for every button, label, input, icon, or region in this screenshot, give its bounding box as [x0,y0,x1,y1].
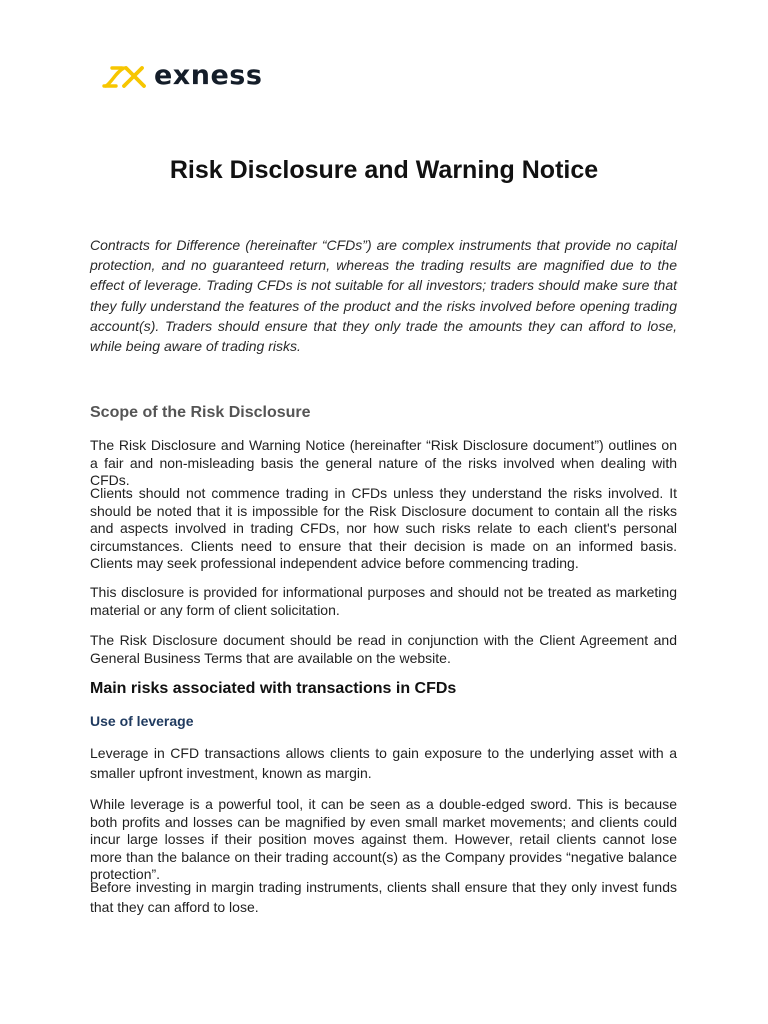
logo-wordmark: exness [154,60,263,91]
scope-heading: Scope of the Risk Disclosure [90,404,311,421]
intro-paragraph: Contracts for Difference (hereinafter “CFDs”) are complex instruments that provide no capital protection, and no guaranteed return, whereas the trading results are magnified due to the effect of leverage. Trading CFDs is not suitable for all investors; traders should make sure that they fully understand the features of the product and the risks involved before opening trading account(s). Traders should ensure that they only trade the amounts they can afford to lose, while being aware of trading risks. [90,237,677,355]
leverage-paragraph-2: While leverage is a powerful tool, it can be seen as a double-edged sword. This is because both profits and losses can be magnified by even small market movements; and clients could incur large losses if their position moves against them. However, retail clients cannot lose more than the balance on their trading account(s) as the Company provides “negative balance protection”. [90,796,677,883]
scope-paragraph-3: This disclosure is provided for informational purposes and should not be treated as marketing material or any form of client solicitation. [90,584,677,618]
scope-paragraph-1: The Risk Disclosure and Warning Notice (hereinafter “Risk Disclosure document”) outlines on a fair and non-misleading basis the general nature of the risks involved when dealing with CFDs. [90,437,677,489]
leverage-subheading: Use of leverage [90,713,194,729]
exness-logo [102,62,262,90]
leverage-paragraph-1: Leverage in CFD transactions allows clients to gain exposure to the underlying asset with a smaller upfront investment, known as margin. [90,745,677,781]
leverage-paragraph-3: Before investing in margin trading instruments, clients shall ensure that they only invest funds that they can afford to lose. [90,879,677,915]
scope-paragraph-4: The Risk Disclosure document should be read in conjunction with the Client Agreement and General Business Terms that are available on the website. [90,632,677,666]
exness-mark-icon [102,62,150,90]
scope-paragraph-2: Clients should not commence trading in CFDs unless they understand the risks involved. It should be noted that it is impossible for the Risk Disclosure document to contain all the risks and aspects involved in trading CFDs, nor how such risks relate to each client's personal circumstances. Clients need to ensure that their decision is made on an informed basis. Clients may seek professional independent advice before commencing trading. [90,485,677,572]
document-title: Risk Disclosure and Warning Notice [169,156,599,184]
main-risks-heading: Main risks associated with transactions in CFDs [90,680,457,697]
